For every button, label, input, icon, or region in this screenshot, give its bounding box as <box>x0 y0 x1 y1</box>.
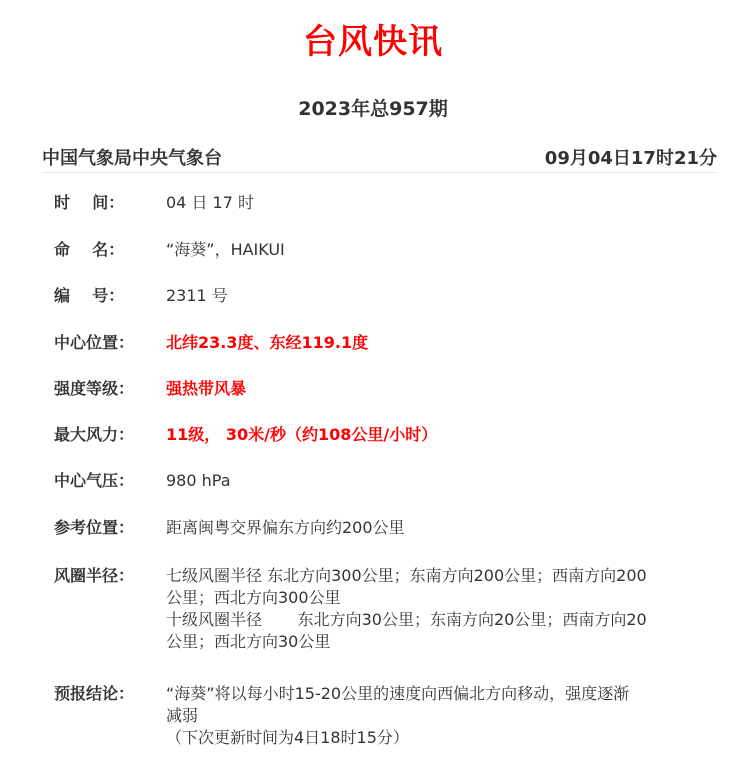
forecast-line: （下次更新时间为4日18时15分） <box>166 728 409 747</box>
value-reference: 距离闽粤交界偏东方向约200公里 <box>166 518 405 537</box>
label-center-position: 中心位置： <box>54 333 135 352</box>
label-intensity: 强度等级： <box>54 379 135 398</box>
value-forecast <box>166 683 706 749</box>
label-forecast: 预报结论： <box>54 684 135 703</box>
value-time: 04 日 17 时 <box>166 193 254 212</box>
wind-radius-line: 公里；西北方向300公里 <box>166 588 341 607</box>
value-pressure: 980 hPa <box>166 471 231 490</box>
agency-name: 中国气象局中央气象台 <box>42 148 222 169</box>
label-number: 编 号： <box>54 286 125 305</box>
value-intensity: 强热带风暴 <box>166 379 247 398</box>
label-reference: 参考位置： <box>54 518 135 537</box>
label-time: 时 间： <box>54 193 125 212</box>
page-title: 台风快讯 <box>303 22 443 62</box>
forecast-line: 减弱 <box>166 706 199 725</box>
wind-radius-line: 七级风圈半径 东北方向300公里；东南方向200公里；西南方向200 <box>166 566 647 585</box>
issue-number: 2023年总957期 <box>298 98 448 120</box>
wind-radius-line: 十级风圈半径 东北方向30公里；东南方向20公里；西南方向20 <box>166 610 647 629</box>
value-max-wind: 11级， 30米/秒（约108公里/小时） <box>166 425 438 444</box>
value-name: “海葵”，HAIKUI <box>166 240 285 259</box>
header-row <box>42 144 717 173</box>
label-pressure: 中心气压： <box>54 471 135 490</box>
value-wind-radius <box>166 565 706 653</box>
label-name: 命 名： <box>54 240 125 259</box>
value-number: 2311 号 <box>166 286 228 305</box>
issue-time: 09月04日17时21分 <box>544 148 717 169</box>
label-max-wind: 最大风力： <box>54 425 135 444</box>
label-wind-radius: 风圈半径： <box>54 566 135 585</box>
value-center-position: 北纬23.3度、东经119.1度 <box>166 333 369 352</box>
wind-radius-line: 公里；西北方向30公里 <box>166 632 331 651</box>
forecast-line: “海葵”将以每小时15-20公里的速度向西偏北方向移动，强度逐渐 <box>166 684 630 703</box>
